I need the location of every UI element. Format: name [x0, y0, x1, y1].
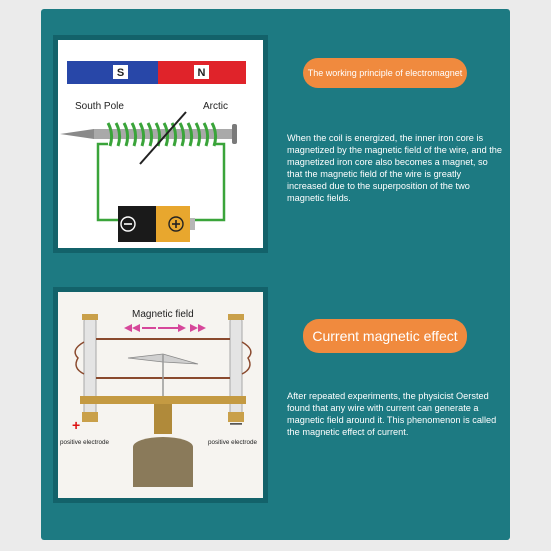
magnet-s-letter: S — [116, 67, 125, 79]
current-magnetic-effect-pill: Current magnetic effect — [303, 319, 467, 353]
oersted-illustration — [53, 287, 268, 503]
plus-sign: + — [72, 417, 81, 433]
magnet-n-letter: N — [197, 67, 206, 79]
positive-electrode-label-left: positive electrode — [60, 439, 110, 446]
electromagnet-description: When the coil is energized, the inner iron core is magnetized by the magnetic field of the wire, and the magnetized iron core also becomes a magnet, so that the magnetic field of the wire is greatly increased due to the superposition of the two magnetic fields. — [287, 133, 503, 203]
battery-negative-body — [118, 206, 156, 242]
minus-sign: — — [230, 416, 242, 430]
south-pole-label: South Pole — [75, 101, 124, 112]
battery-terminal — [190, 218, 195, 230]
magnet-south-half — [67, 61, 158, 84]
electromagnet-title-pill: The working principle of electromagnet — [303, 58, 467, 88]
nail-head — [232, 124, 237, 144]
electromagnet-illustration — [53, 35, 268, 253]
positive-electrode-label-right: positive electrode — [208, 439, 258, 446]
current-magnetic-effect-description: After repeated experiments, the physicist Oersted found that any wire with current can generate a magnetic field around it. This phenomenon is called the magnetic effect of current. — [287, 391, 497, 437]
nail-tip — [60, 129, 94, 139]
oersted-diagram — [58, 292, 263, 498]
content-panel — [41, 9, 510, 540]
brass-base — [80, 396, 246, 404]
magnetic-field-label: Magnetic field — [132, 309, 194, 320]
electromagnet-diagram — [58, 40, 263, 248]
wire-left — [98, 144, 120, 220]
arctic-label: Arctic — [203, 101, 228, 112]
wire-right — [190, 144, 224, 220]
